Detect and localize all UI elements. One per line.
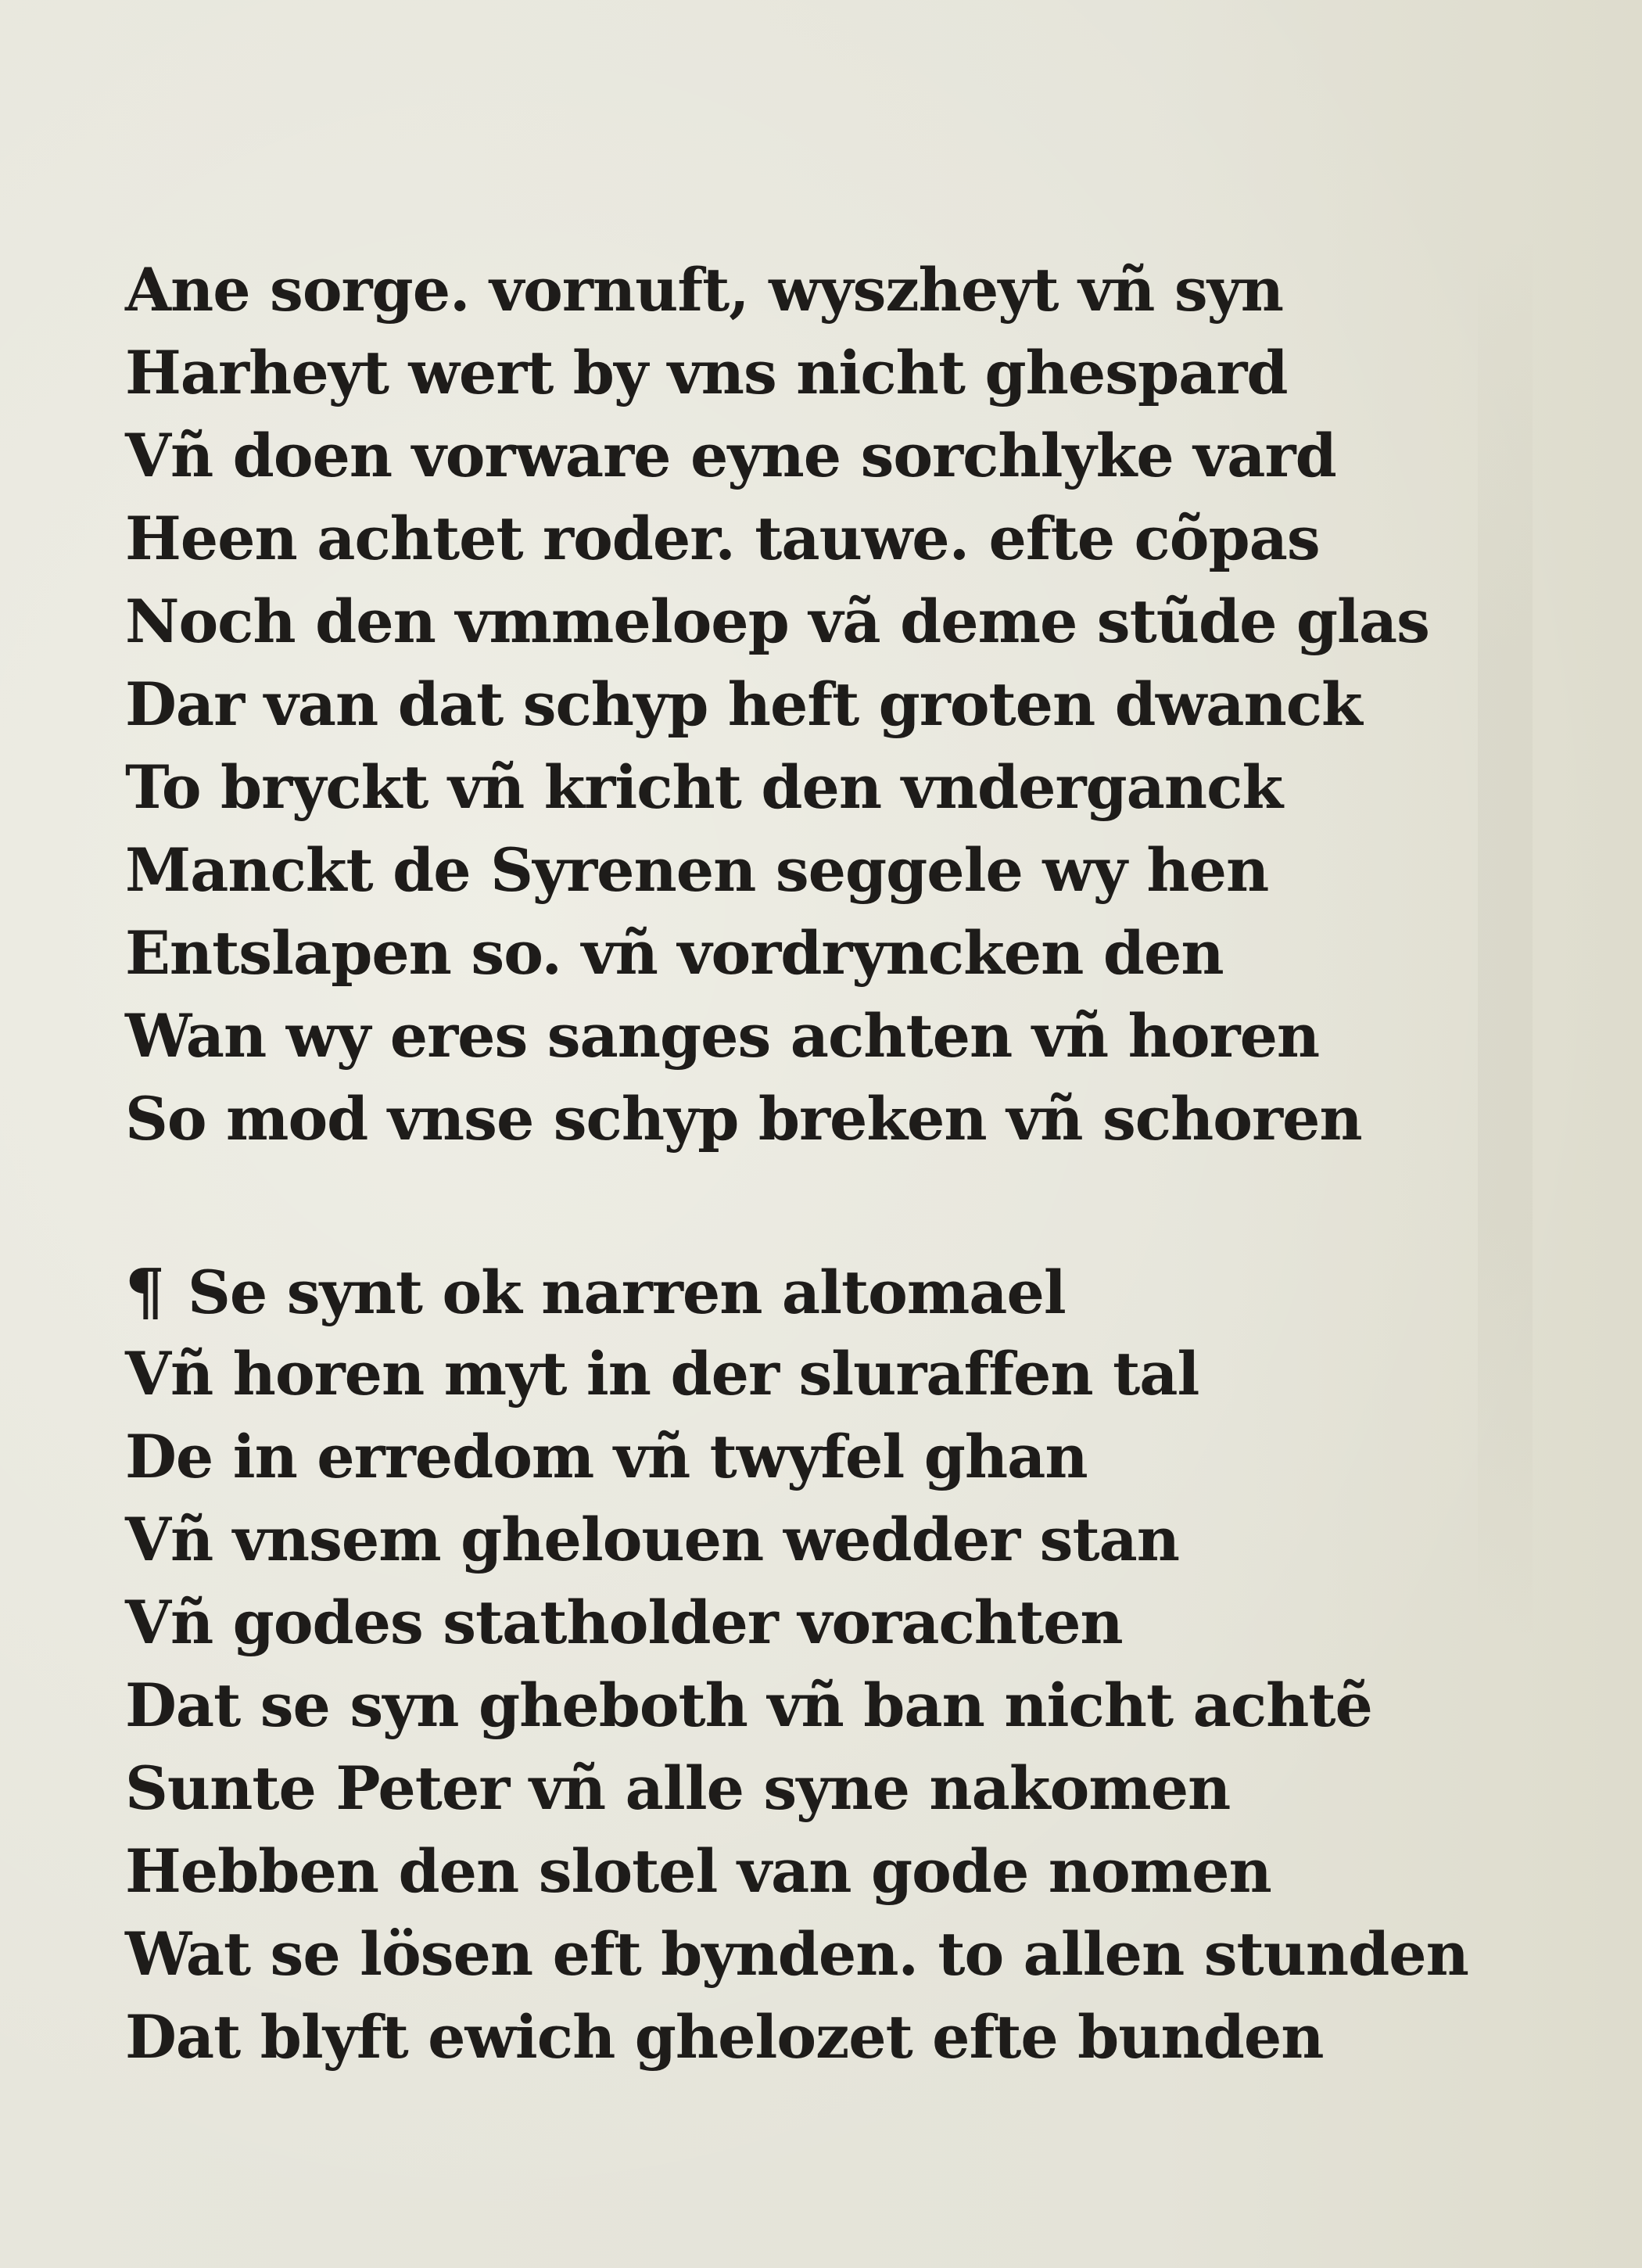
text-line: Manckt de Syrenen seggele wy hen <box>125 835 1269 905</box>
text-line <box>125 1250 1407 1333</box>
text-line: De in erredom vñ twyfel ghan <box>125 1422 1088 1491</box>
text-line: Vñ godes statholder vorachten <box>125 1588 1123 1657</box>
pilcrow-icon: ¶ <box>125 1254 164 1328</box>
show-through-shadow <box>1478 235 1533 1642</box>
text-line: Noch den vmmeloep vã deme stũde glas <box>125 587 1429 656</box>
text-line: Vñ vnsem ghelouen wedder stan <box>125 1505 1180 1574</box>
blackletter-text <box>125 249 1468 2079</box>
text-line: Dat blyft ewich ghelozet efte bunden <box>125 2002 1324 2072</box>
text-line: So mod vnse schyp breken vñ schoren <box>125 1084 1362 1154</box>
text-line: Dar van dat schyp heft groten dwanck <box>125 669 1362 739</box>
text-line: Wat se lösen eft bynden. to allen stunden <box>125 1919 1468 1989</box>
stanza-gap <box>125 1161 1407 1250</box>
text-line: Vñ horen myt in der sluraffen tal <box>125 1339 1199 1409</box>
text-line: Wan wy eres sanges achten vñ horen <box>125 1001 1320 1071</box>
text-line: To bryckt vñ kricht den vnderganck <box>125 752 1283 822</box>
text-line: Harheyt wert by vns nicht ghespard <box>125 338 1288 407</box>
text-line: Heen achtet roder. tauwe. efte cõpas <box>125 504 1320 573</box>
text-line: Sunte Peter vñ alle syne nakomen <box>125 1753 1231 1823</box>
text-line: Vñ doen vorware eyne sorchlyke vard <box>125 421 1336 490</box>
text-line-content: Se synt ok narren altomael <box>188 1258 1066 1327</box>
text-line: Ane sorge. vornuft, wyszheyt vñ syn <box>125 255 1284 325</box>
text-line: Entslapen so. vñ vordryncken den <box>125 918 1224 988</box>
text-line: Dat se syn gheboth vñ ban nicht achtẽ <box>125 1670 1372 1740</box>
text-line: Hebben den slotel van gode nomen <box>125 1836 1271 1906</box>
